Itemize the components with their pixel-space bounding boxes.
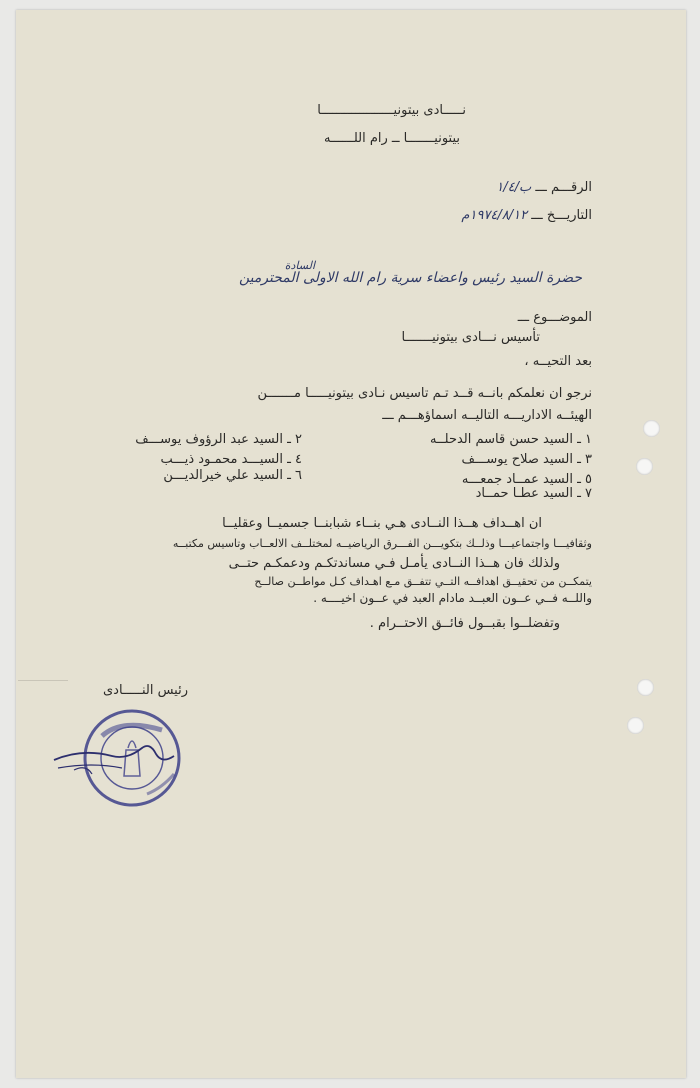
fold-crease	[18, 680, 68, 681]
punch-hole	[627, 717, 644, 734]
member-item: ٥ ـ السيد عمــاد جمعـــه	[461, 472, 592, 487]
punch-hole	[636, 458, 653, 475]
addressee-note: السادة	[284, 259, 315, 272]
punch-hole	[643, 420, 660, 437]
punch-hole	[637, 679, 654, 696]
signature-title: رئيس النـــــادى	[103, 683, 188, 698]
intro-line: نرجو ان نعلمكم بانــه قــد تـم تاسيس نـادى بيتونيـــــا مـــــــن	[257, 386, 592, 401]
member-item: ٢ ـ السيد عبد الرؤوف يوســـف	[135, 432, 302, 447]
greeting: بعد التحيــه ،	[524, 354, 592, 369]
subject-text: تأسيس نـــادى بيتونيـــــــا	[401, 330, 540, 345]
letterhead-title: نـــــادى بيتونيـــــــــــــــــــا	[317, 103, 466, 118]
closing: وتفضلــوا بقبــول فائــق الاحتــرام .	[369, 616, 560, 631]
reference-date-value: ١٩٧٤/٨/١٢م	[461, 208, 528, 223]
subject-label: الموضـــوع ـــ	[517, 310, 592, 325]
body-line: ولذلك فان هــذا النــادى يأمـل فـي مساندتكـم ودعمكـم حتــى	[228, 556, 560, 571]
member-item: ٧ ـ السيد عطـا حمــاد	[475, 486, 592, 501]
member-item: ٦ ـ السيد علي خيرالديـــن	[163, 468, 302, 483]
reference-number	[496, 180, 592, 196]
reference-date	[461, 208, 592, 224]
letterhead-subtitle: بيتونيـــــــا ــ رام اللــــــه	[324, 131, 460, 146]
member-item: ١ ـ السيد حسن قاسم الدحلــه	[430, 432, 592, 447]
member-item: ٣ ـ السيد صلاح يوســـف	[461, 452, 592, 467]
body-line: وثقافيـــا واجتماعيـــا وذلــك بتكويـــن الفـــرق الرياضيــه لمختلــف الالعــاب وتاسيس مكتبــه	[172, 537, 592, 550]
body-line: يتمكــن من تحقيــق اهدافــه التــي تتفــق مـع اهـداف كـل مواطــن صالــح	[254, 575, 592, 588]
reference-number-value: ب/١/٤	[496, 180, 532, 195]
reference-date-label: التاريـــخ ـــ	[531, 208, 592, 223]
addressee: حضرة السيد رئيس واعضاء سرية رام الله الاولى المحترمين	[238, 270, 582, 286]
intro-line: الهيئــه الاداريـــه التاليــه اسماؤهـــم ـــ	[382, 408, 592, 423]
club-stamp	[52, 708, 192, 808]
member-item: ٤ ـ السيـــد محمـود ذيـــب	[160, 452, 302, 467]
handwritten-signature	[54, 746, 174, 760]
reference-number-label: الرقـــم ـــ	[535, 180, 592, 195]
body-line: واللــه فــي عــون العبــد مادام العبد في عــون اخيــــه .	[313, 591, 592, 605]
body-line: ان اهــداف هــذا النــادى هـي بنــاء شبابنــا جسميــا وعقليــا	[222, 516, 542, 531]
